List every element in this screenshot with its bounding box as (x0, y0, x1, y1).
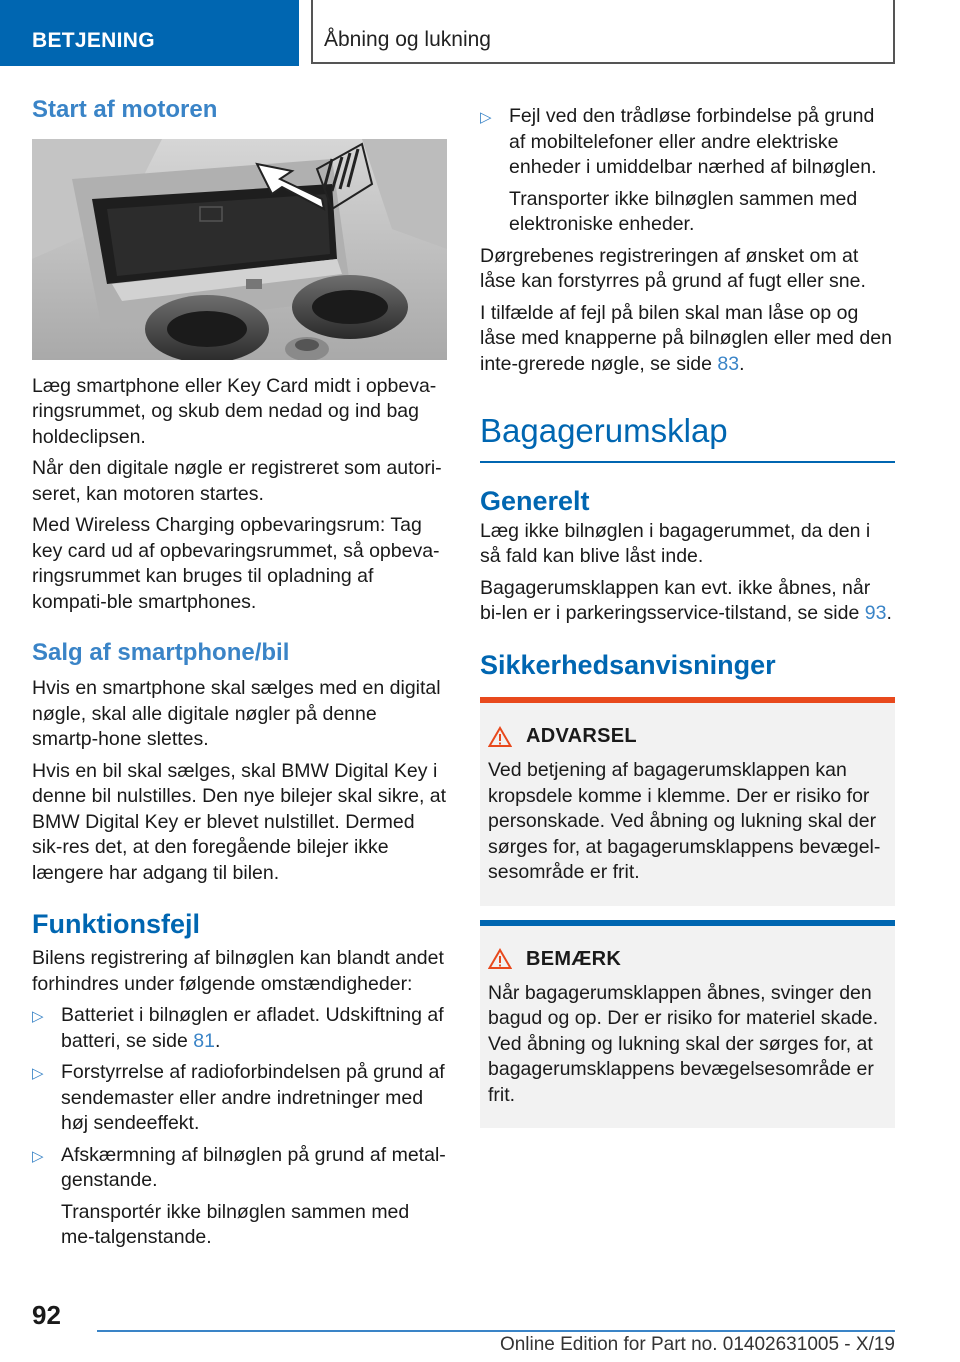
start-heading: Start af motoren (32, 96, 218, 123)
warning-triangle-icon (488, 726, 512, 748)
warning-header (488, 725, 885, 748)
section-tab: BETJENING (0, 0, 299, 66)
general-paragraph-2-text: Bagagerumsklappen kan evt. ikke åbnes, når bi-len er i parkeringsservice-tilstand, se side (480, 576, 871, 625)
fault-paragraph: I tilfælde af fejl på bilen skal man låse op og låse med knapperne på bilnøglen eller med den inte-grerede nøgle, se side 83. (480, 301, 892, 375)
right-column (480, 104, 895, 1128)
trunk-heading: Bagagerumsklap (480, 411, 895, 463)
warning-box (480, 697, 895, 906)
caution-triangle-icon (488, 948, 512, 970)
list-item: ▷ Batteriet i bilnøglen er afladet. Udskiftning af batteri, se side 81. (32, 1004, 444, 1052)
general-heading: Generelt (480, 485, 590, 516)
start-paragraph-1: Læg smartphone eller Key Card midt i opbeva-ringsrummet, og skub dem nedad og ind bag holdeclipsen. (32, 374, 437, 448)
page-link[interactable]: 81 (193, 1029, 215, 1052)
fault-heading: Funktionsfejl (32, 909, 200, 940)
left-column (32, 96, 447, 1251)
list-item-text: Afskærmning af bilnøglen på grund af metal-genstande. (61, 1143, 446, 1192)
list-item-text: Batteriet i bilnøglen er afladet. Udskiftning af batteri, se side (61, 1004, 444, 1052)
sale-paragraph-2: Hvis en bil skal sælges, skal BMW Digital Key i denne bil nulstilles. Den nye bilejer skal sikre, at BMW Digital Key er blevet nulstillet. Dermed sik-res det, at den foregående bilejer ikke længere har adgang til bilen. (32, 759, 447, 884)
list-item (480, 104, 895, 181)
page-header (0, 0, 960, 66)
triangle-bullet-icon: ▷ (32, 1065, 44, 1083)
list-item-text: Forstyrrelse af radioforbindelsen på grund af sendemaster eller andre indretninger med høj sendeeffekt. (61, 1061, 445, 1135)
start-paragraph-3: Med Wireless Charging opbevaringsrum: Tag key card ud af opbevaringsrummet, så opbeva-ringsrummet kan bruges til opladning af kompati-ble smartphones. (32, 514, 440, 613)
note-box (480, 920, 895, 1129)
general-paragraph-2: Bagagerumsklappen kan evt. ikke åbnes, når bi-len er i parkeringsservice-tilstand, se side 93. (480, 576, 892, 625)
note-title: BEMÆRK (526, 947, 622, 970)
warning-title: ADVARSEL (526, 725, 637, 748)
general-paragraph-1: Læg ikke bilnøglen i bagagerummet, da den i så fald kan blive låst inde. (480, 519, 871, 568)
triangle-bullet-icon: ▷ (32, 1147, 44, 1165)
edition-note: Online Edition for Part no. 01402631005 - X/19 (499, 1334, 895, 1355)
note-text: Når bagagerumsklappen åbnes, svinger den bagud og op. Der er risiko for materiel skade. Ved åbning og lukning skal der sørges for, at bagagerumsklappens bevægelsesområde er frit. (488, 981, 879, 1106)
storage-compartment-photo (32, 139, 447, 360)
sale-heading: Salg af smartphone/bil (32, 639, 290, 667)
triangle-bullet-icon: ▷ (480, 109, 492, 126)
list-item (32, 1143, 447, 1194)
page-link[interactable]: 93 (864, 602, 887, 625)
page-number: 92 (32, 1300, 61, 1330)
fault-paragraph-text: I tilfælde af fejl på bilen skal man låse op og låse med knapperne på bilnøglen eller med den inte-grerede nøgle, se side (480, 301, 892, 375)
note-header (488, 948, 885, 971)
warning-text: Ved betjening af bagagerumsklappen kan kropsdele komme i klemme. Der er risiko for personskade. Ved åbning og lukning skal der sørges for, at bagagerumsklappens bevægel-sesområde er frit. (488, 759, 881, 884)
footer-rule (97, 1330, 895, 1332)
start-paragraph-2: Når den digitale nøgle er registreret som autori-seret, kan motoren startes. (32, 457, 442, 505)
sale-paragraph-1: Hvis en smartphone skal sælges med en digital nøgle, skal alle digitale nøgler på denne smartp-hone slettes. (32, 677, 441, 751)
list-item-text: Fejl ved den trådløse forbindelse på grund af mobiltelefoner eller andre elektriske enheder i umiddelbar nærhed af bilnøglen. (509, 105, 877, 178)
fault-intro: Bilens registrering af bilnøglen kan blandt andet forhindres under følgende omstændigheder: (32, 947, 444, 995)
safety-heading: Sikkerhedsanvisninger (480, 649, 776, 680)
list-item-note: Transporter ikke bilnøglen sammen med elektroniske enheder. (509, 187, 858, 235)
page-title: Åbning og lukning (324, 28, 491, 51)
door-paragraph: Dørgrebenes registreringen af ønsket om at låse kan forstyrres på grund af fugt eller sne. (480, 244, 866, 292)
list-item (32, 1060, 447, 1137)
list-item-note: Transportér ikke bilnøglen sammen med me-talgenstande. (61, 1200, 410, 1249)
page-link[interactable]: 83 (717, 352, 740, 375)
triangle-bullet-icon: ▷ (32, 1008, 44, 1026)
